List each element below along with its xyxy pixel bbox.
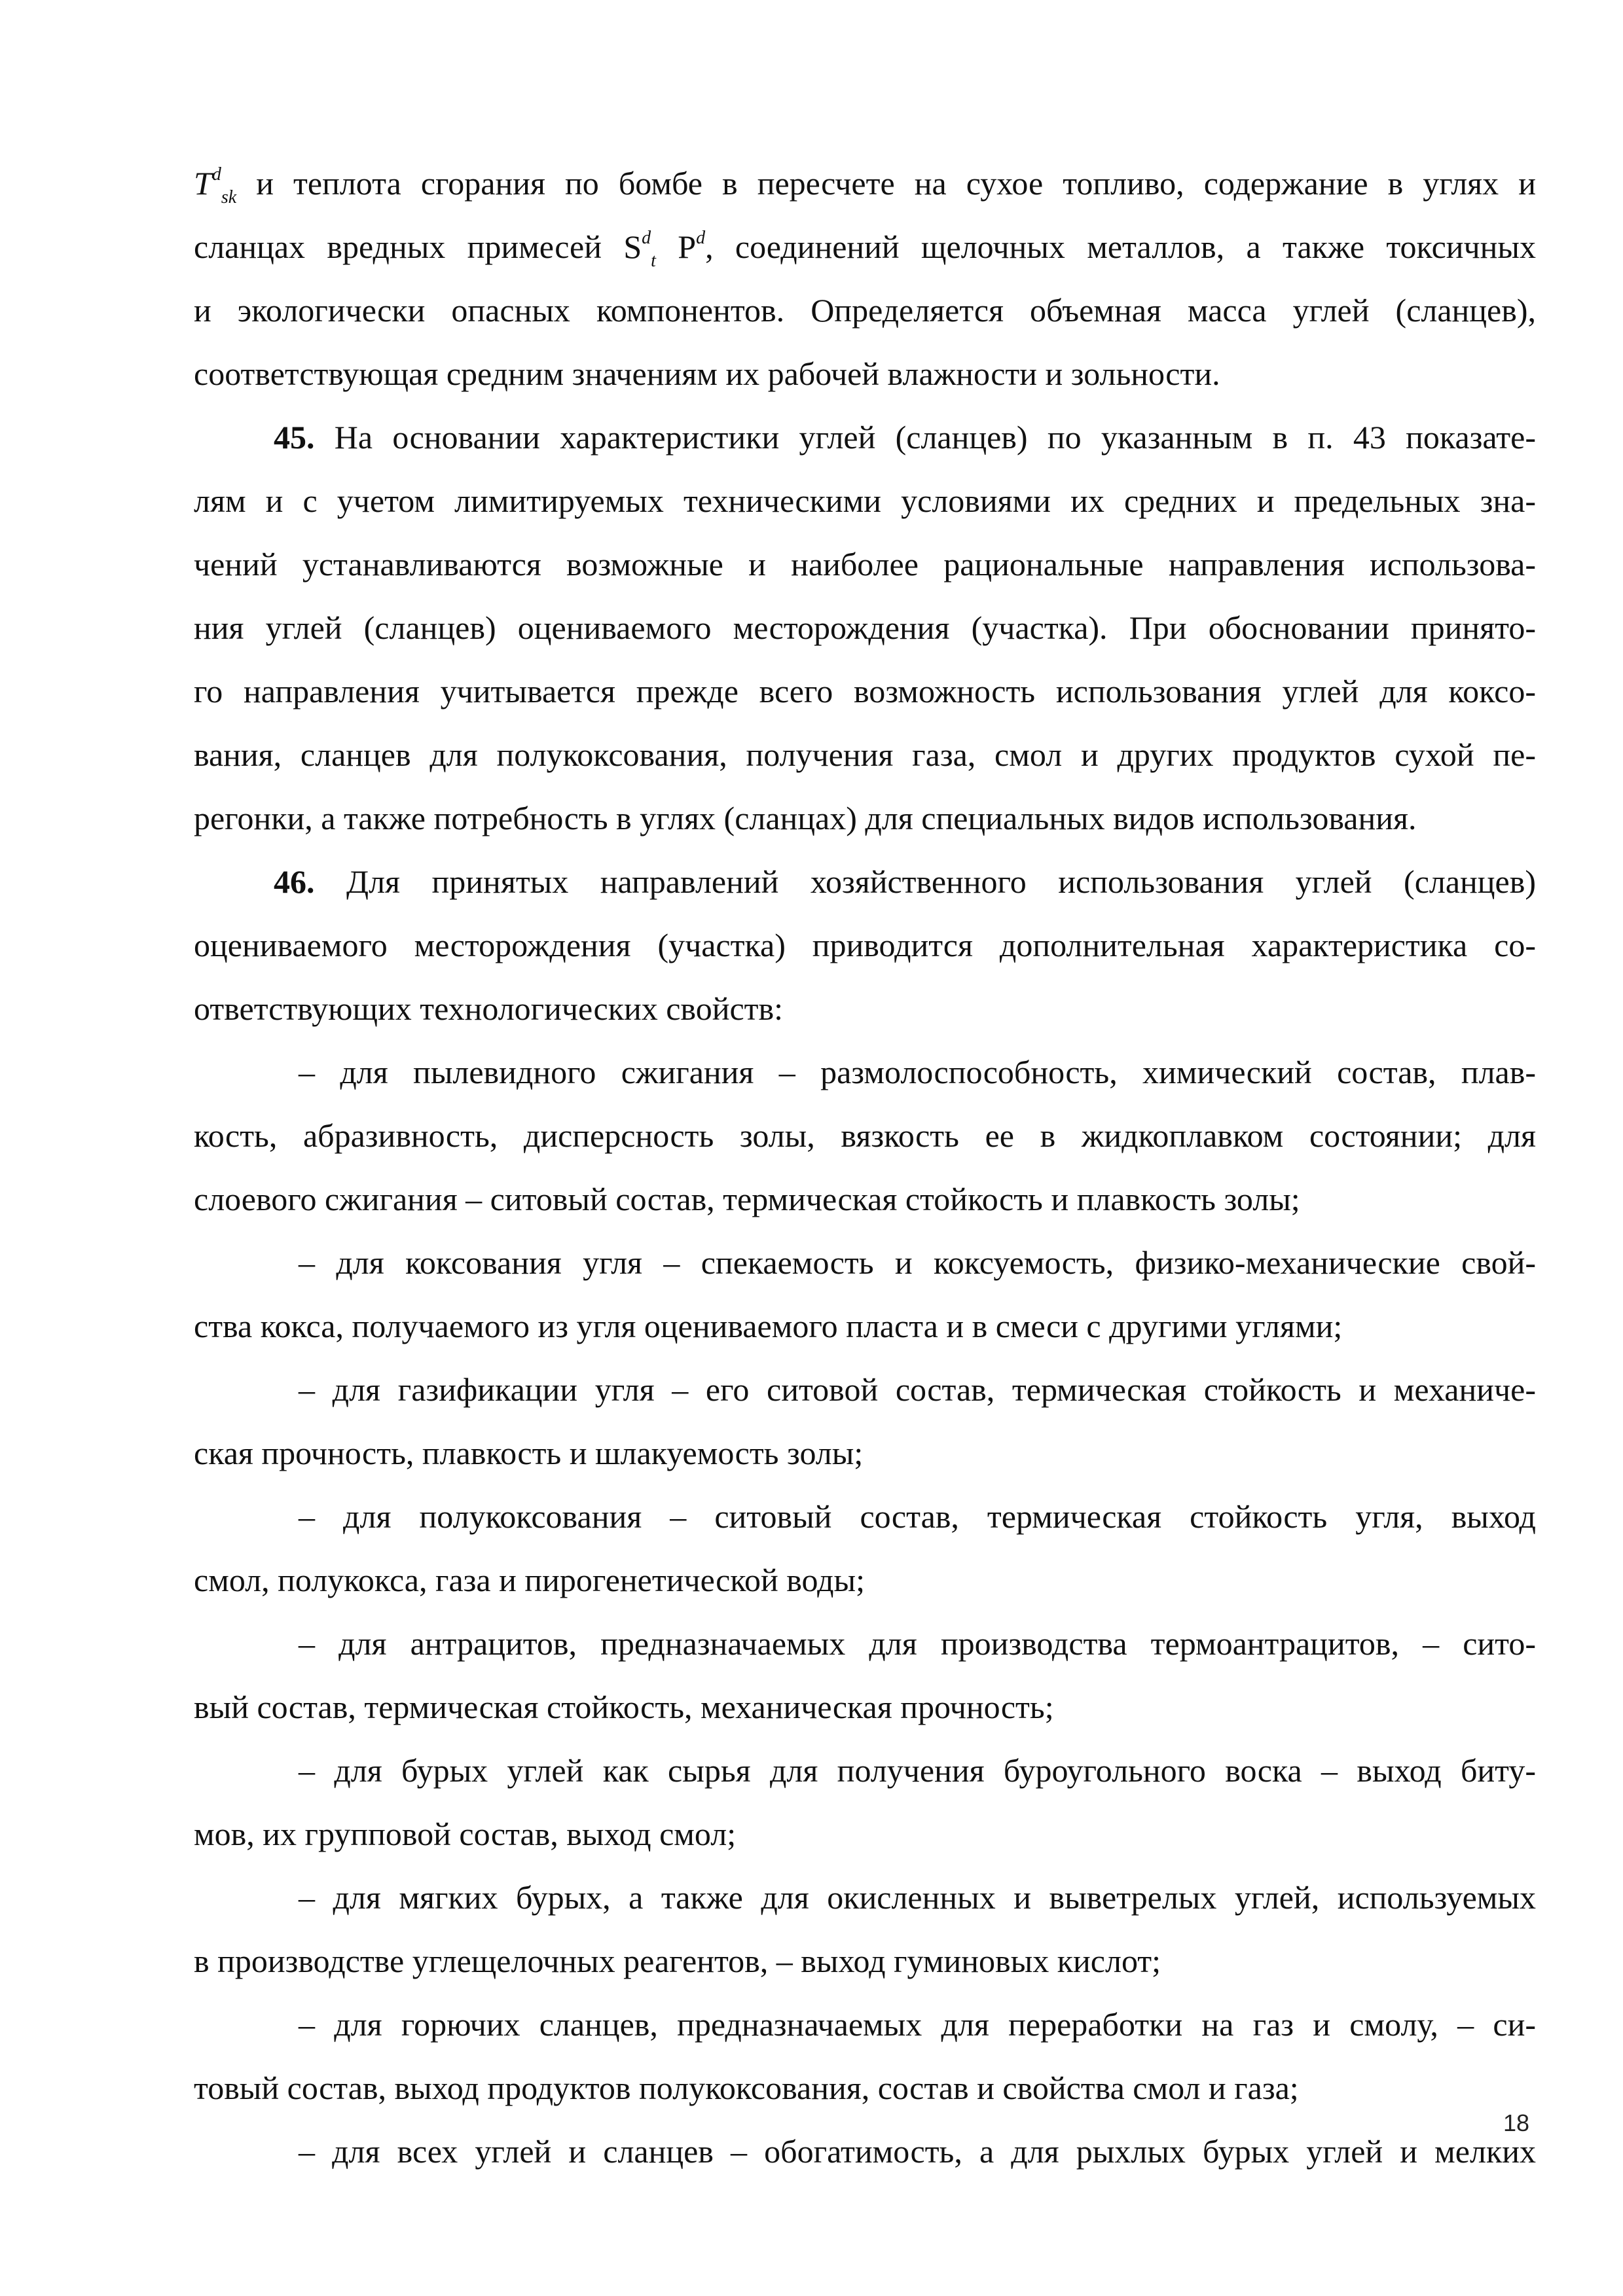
text-line: ния углей (сланцев) оцениваемого месторождения (участка). При обосновании принято- xyxy=(194,609,1536,646)
list-item-line: – для мягких бурых, а также для окисленных и выветрелых углей, используемых xyxy=(299,1879,1536,1916)
text-line: лям и с учетом лимитируемых техническими условиями их средних и предельных зна- xyxy=(194,482,1536,519)
list-item-line: – для полукоксования – ситовый состав, термическая стойкость угля, выход xyxy=(299,1498,1536,1535)
paragraph-45-start: 45. На основании характеристики углей (сланцев) по указанным в п. 43 показате- xyxy=(274,419,1536,456)
formula-symbol: $P^d$ xyxy=(678,228,706,265)
list-item-line: – для горючих сланцев, предназначаемых для переработки на газ и смолу, – си- xyxy=(299,2006,1536,2043)
text-line: ства кокса, получаемого из угля оцениваемого пласта и в смеси с другими углями; xyxy=(194,1308,1343,1344)
document-page xyxy=(194,152,1536,2183)
text-line: оцениваемого месторождения (участка) приводится дополнительная характеристика со- xyxy=(194,927,1536,963)
list-item-line: – для всех углей и сланцев – обогатимость, а для рыхлых бурых углей и мелких xyxy=(299,2133,1536,2170)
text-line: товый состав, выход продуктов полукоксования, состав и свойства смол и газа; xyxy=(194,2070,1299,2106)
list-item-line: – для антрацитов, предназначаемых для производства термоантрацитов, – сито- xyxy=(299,1625,1536,1662)
text-line: сланцах вредных примесей $S^d_t$ $P^d$, соединений щелочных металлов, а также токсичных xyxy=(194,228,1537,271)
text-line: регонки, а также потребность в углях (сланцах) для специальных видов использования. xyxy=(194,800,1417,836)
list-item-line: – для коксования угля – спекаемость и коксуемость, физико-механические свой- xyxy=(299,1244,1536,1281)
text-line: вания, сланцев для полукоксования, получения газа, смол и других продуктов сухой пе- xyxy=(194,736,1536,773)
text-line: смол, полукокса, газа и пирогенетической воды; xyxy=(194,1562,866,1598)
formula-symbol: $T^d_{sk}$ xyxy=(194,164,237,207)
paragraph-46-start: 46. Для принятых направлений хозяйственного использования углей (сланцев) xyxy=(274,863,1536,900)
text-line: вый состав, термическая стойкость, механическая прочность; xyxy=(194,1689,1054,1725)
page-number: 18 xyxy=(1503,2109,1530,2136)
text-line: кость, абразивность, дисперсность золы, вязкость ее в жидкоплавком состоянии; для xyxy=(194,1117,1536,1154)
paragraph-number: 45. xyxy=(274,419,315,456)
text-line: и экологически опасных компонентов. Определяется объемная масса углей (сланцев), xyxy=(194,292,1536,329)
text-line: ответствующих технологических свойств: xyxy=(194,990,783,1027)
text-line: слоевого сжигания – ситовый состав, термическая стойкость и плавкость золы; xyxy=(194,1181,1300,1217)
formula-symbol: $S^d_t$ xyxy=(623,228,656,271)
text-line: ская прочность, плавкость и шлакуемость золы; xyxy=(194,1435,864,1471)
list-item-line: – для бурых углей как сырья для получения буроугольного воска – выход биту- xyxy=(299,1752,1536,1789)
text-line: чений устанавливаются возможные и наиболее рациональные направления использова- xyxy=(194,546,1536,583)
text-line: го направления учитывается прежде всего возможность использования углей для коксо- xyxy=(194,673,1536,709)
text-line: соответствующая средним значениям их рабочей влажности и зольности. xyxy=(194,355,1220,392)
list-item-line: – для газификации угля – его ситовой состав, термическая стойкость и механиче- xyxy=(299,1371,1536,1408)
list-item-line: – для пылевидного сжигания – размолоспособность, химический состав, плав- xyxy=(299,1054,1536,1090)
text-line: мов, их групповой состав, выход смол; xyxy=(194,1816,737,1852)
text-line: в производстве углещелочных реагентов, – выход гуминовых кислот; xyxy=(194,1943,1161,1979)
text-line: $T^d_{sk}$ и теплота сгорания по бомбе в пересчете на сухое топливо, содержание в углях и xyxy=(194,164,1537,207)
paragraph-number: 46. xyxy=(274,863,315,900)
